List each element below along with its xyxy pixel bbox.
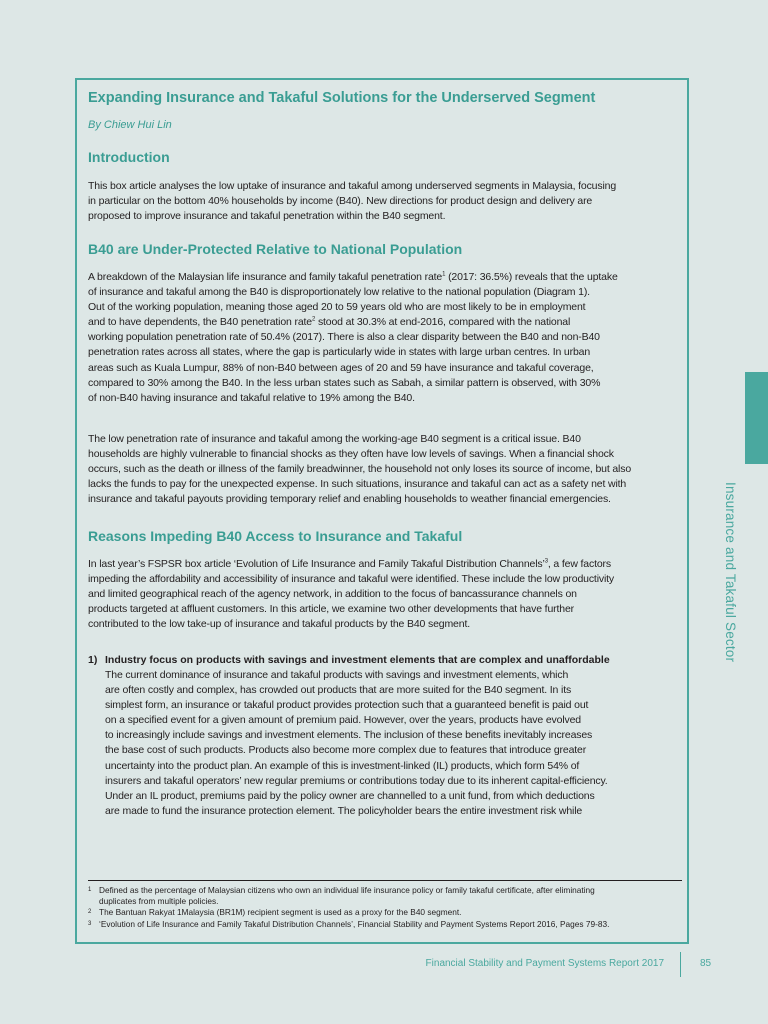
footnote-number: 2 <box>88 909 92 916</box>
reasons-line: and limited geographical reach of the agency network, in addition to the focus of bancassurance channels on <box>88 588 577 601</box>
list-item-number: 1) <box>88 654 98 666</box>
footnote-number: 3 <box>88 920 92 927</box>
list-item-title: Industry focus on products with savings and investment elements that are complex and unaffordable <box>105 654 610 666</box>
intro-paragraph <box>88 179 684 224</box>
intro-heading: Introduction <box>88 149 170 165</box>
footer-report-title: Financial Stability and Payment Systems Report 2017 <box>425 958 664 969</box>
b40-line: The low penetration rate of insurance and takaful among the working-age B40 segment is a critical issue. B40 <box>88 433 581 445</box>
item-line: are made to fund the insurance protection element. The policyholder bears the entire investment risk while <box>105 804 583 817</box>
article-byline: By Chiew Hui Lin <box>88 119 172 131</box>
item-line: uncertainty into the product plan. An example of this is investment-linked (IL) products, which form 54% of <box>105 759 580 772</box>
section-tab-marker <box>745 372 768 464</box>
article-title: Expanding Insurance and Takaful Solutions for the Underserved Segment <box>88 90 596 106</box>
item-line: simplest form, an insurance or takaful product provides protection such that a guaranteed benefit is paid out <box>105 699 589 712</box>
footnote-1 <box>88 885 684 907</box>
footnote-divider <box>88 880 682 881</box>
reasons-line: In last year’s FSPSR box article ‘Evolution of Life Insurance and Family Takaful Distribution Channels’$^3$, a few factors <box>88 558 611 570</box>
b40-line: lacks the funds to pay for the unexpected expense. In such situations, insurance and takaful can act as a safety net with <box>88 478 627 491</box>
footnote-text: The Bantuan Rakyat 1Malaysia (BR1M) recipient segment is used as a proxy for the B40 segment. <box>99 907 462 918</box>
item-line: to increasingly include savings and investment elements. The inclusion of these benefits inevitably increases <box>105 729 593 742</box>
reasons-line: contributed to the low take-up of insurance and takaful products by the B40 segment. <box>88 618 470 631</box>
item-line: Under an IL product, premiums paid by the policy owner are channelled to a unit fund, from which deductions <box>105 789 595 802</box>
footnote-ref: 1 <box>442 271 446 278</box>
intro-line: in particular on the bottom 40% households by income (B40). New directions for product design and delivery are <box>88 195 593 208</box>
footnote-text: ‘Evolution of Life Insurance and Family Takaful Distribution Channels’, Financial Stability and Payment Systems Report 2016, Pages 79-83. <box>99 918 610 929</box>
section-side-label-text: Insurance and Takaful Sector <box>723 482 738 663</box>
list-item-1-body <box>105 668 685 819</box>
intro-line: This box article analyses the low uptake of insurance and takaful among underserved segments in Malaysia, focusing <box>88 180 617 192</box>
item-line: The current dominance of insurance and takaful products with savings and investment elements, which <box>105 669 569 681</box>
b40-line: occurs, such as the death or illness of the family breadwinner, the household not only loses its source of income, but also <box>88 463 632 476</box>
b40-line: compared to 30% among the B40. In the less urban states such as Sabah, a similar pattern is observed, with 30% <box>88 376 601 389</box>
b40-line: areas such as Kuala Lumpur, 88% of non-B40 between ages of 20 and 59 have insurance and takaful coverage, <box>88 361 594 374</box>
reasons-line: impeding the affordability and accessibility of insurance and takaful were identified. These include the low productivity <box>88 573 615 586</box>
footer-divider <box>680 952 681 977</box>
b40-line: Out of the working population, meaning those aged 20 to 59 years old who are most likely to be in employment <box>88 301 586 314</box>
item-line: on a specified event for a given amount of premium paid. However, over the years, products have evolved <box>105 714 581 727</box>
reasons-line: products targeted at affluent customers. In this article, we examine two other developments that have further <box>88 603 574 616</box>
b40-line: of non-B40 having insurance and takaful relative to 19% among the B40. <box>88 391 415 404</box>
b40-line: working population penetration rate of 50.4% (2017). There is also a clear disparity between the B40 and non-B40 <box>88 331 600 344</box>
page-number: 85 <box>700 958 712 969</box>
b40-paragraph-1 <box>88 270 684 406</box>
footnote-ref: 3 <box>544 558 548 565</box>
footnote-text: duplicates from multiple policies. <box>99 896 219 907</box>
b40-line: and to have dependents, the B40 penetration rate$^2$ stood at 30.3% at end-2016, compared with the national <box>88 316 571 329</box>
footnote-2 <box>88 907 684 918</box>
intro-line: proposed to improve insurance and takaful penetration within the B40 segment. <box>88 210 446 223</box>
reasons-paragraph <box>88 557 684 632</box>
footnote-3 <box>88 919 684 930</box>
footnote-ref: 2 <box>311 316 316 323</box>
footnote-text: Defined as the percentage of Malaysian citizens who own an individual life insurance policy or family takaful certificate, after eliminating <box>99 885 595 895</box>
item-line: insurers and takaful operators’ new regular premiums or contributions today due to its inherent capital-efficiency. <box>105 774 608 787</box>
b40-line: penetration rates across all states, where the gap is particularly wide in states with large urban centres. In urban <box>88 346 591 359</box>
reasons-heading: Reasons Impeding B40 Access to Insurance and Takaful <box>88 528 463 544</box>
b40-line: insurance and takaful payouts providing temporary relief and enabling households to weather financial emergencies. <box>88 493 611 506</box>
b40-line: households are highly vulnerable to financial shocks as they often have low levels of savings. When a financial shock <box>88 448 614 461</box>
footnote-number: 1 <box>88 887 92 893</box>
item-line: the base cost of such products. Products also become more complex due to features that introduce greater <box>105 744 587 757</box>
item-line: are often costly and complex, has crowded out products that are more suited for the B40 segment. In its <box>105 684 572 697</box>
footnotes <box>88 885 684 930</box>
b40-line: of insurance and takaful among the B40 is disproportionately low relative to the national population (Diagram 1). <box>88 286 590 299</box>
b40-heading: B40 are Under-Protected Relative to National Population <box>88 241 463 257</box>
b40-paragraph-2 <box>88 432 684 507</box>
b40-line: A breakdown of the Malaysian life insurance and family takaful penetration rate$^1$ (2017: 36.5%) reveals that the uptake <box>88 271 618 283</box>
list-item-1-heading <box>88 653 610 668</box>
